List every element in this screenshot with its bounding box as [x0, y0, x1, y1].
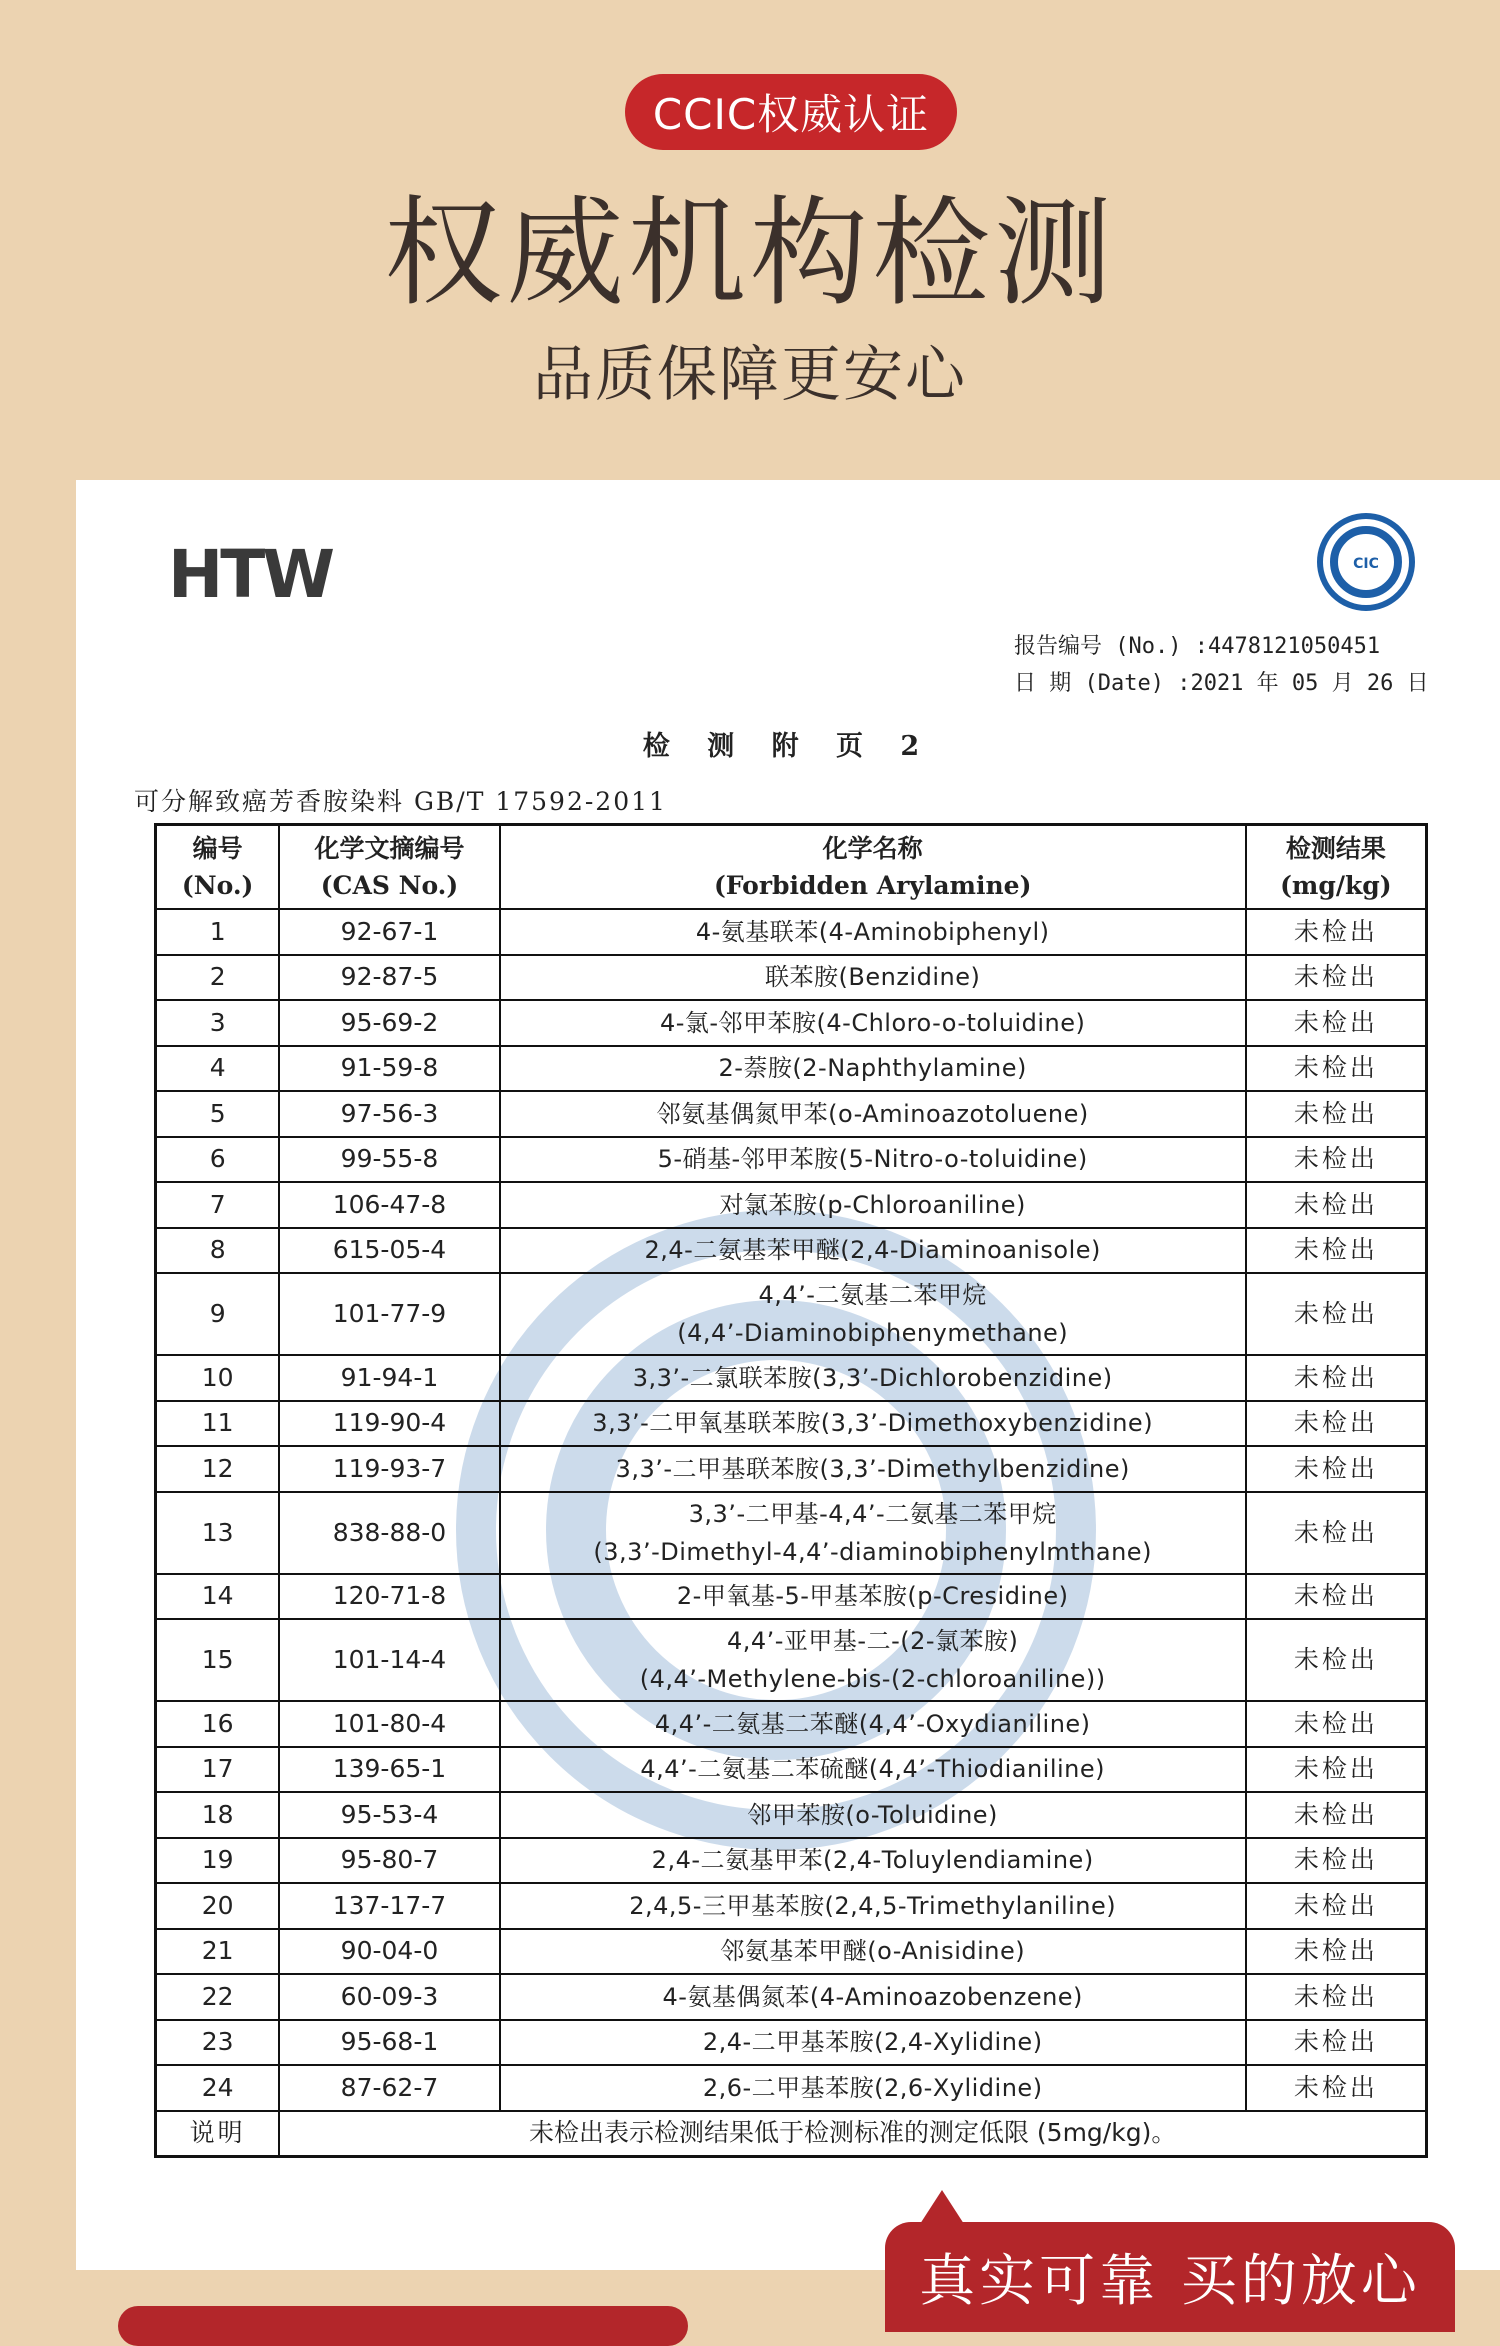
cell-chemical-name [500, 1747, 1246, 1793]
cell-cas: 92-87-5 [279, 955, 499, 1001]
cell-no: 18 [156, 1792, 280, 1838]
cell-chemical-name [500, 1401, 1246, 1447]
table-row [156, 2020, 1427, 2066]
cell-no: 17 [156, 1747, 280, 1793]
cell-no: 21 [156, 1929, 280, 1975]
chemical-name-cn: 4,4’-二氨基二苯硫醚(4,4’-Thiodianiline) [640, 1755, 1106, 1784]
cell-cas: 95-80-7 [279, 1838, 499, 1884]
cell-cas: 99-55-8 [279, 1137, 499, 1183]
chemical-name-cn: 邻甲苯胺(o-Toluidine) [747, 1800, 998, 1829]
cic-logo-text: CIC [1353, 556, 1379, 572]
cell-cas: 120-71-8 [279, 1574, 499, 1620]
cell-chemical-name [500, 1974, 1246, 2020]
cell-no: 3 [156, 1000, 280, 1046]
report-number: 报告编号 (No.) :4478121050451 [1014, 634, 1381, 659]
cell-result: 未检出 [1246, 2020, 1427, 2066]
cell-cas: 95-68-1 [279, 2020, 499, 2066]
chemical-name-cn: 邻氨基偶氮甲苯(o-Aminoazotoluene) [656, 1099, 1089, 1128]
table-note-row [156, 2111, 1427, 2157]
cell-no: 2 [156, 955, 280, 1001]
ccic-badge: CCIC权威认证 [625, 74, 957, 150]
cell-result: 未检出 [1246, 1974, 1427, 2020]
table-row [156, 1747, 1427, 1793]
cell-cas: 137-17-7 [279, 1883, 499, 1929]
header-cas: 化学文摘编号 (CAS No.) [279, 825, 499, 910]
chemical-name-cn: 2,4,5-三甲基苯胺(2,4,5-Trimethylaniline) [629, 1891, 1117, 1920]
cell-no: 9 [156, 1273, 280, 1355]
cell-chemical-name [500, 1137, 1246, 1183]
cell-result: 未检出 [1246, 1446, 1427, 1492]
chemical-name-en: (4,4’-Methylene-bis-(2-chloroaniline)) [639, 1665, 1106, 1693]
table-row [156, 1574, 1427, 1620]
table-row [156, 909, 1427, 955]
cell-cas: 106-47-8 [279, 1182, 499, 1228]
arylamine-results-table [154, 823, 1428, 2158]
note-label: 说明 [156, 2111, 280, 2157]
report-date: 日 期 (Date) :2021 年 05 月 26 日 [1014, 671, 1429, 696]
chemical-name-cn: 4,4’-亚甲基-二-(2-氯苯胺) [726, 1627, 1019, 1655]
table-row [156, 1974, 1427, 2020]
test-report-document [76, 480, 1500, 2270]
chemical-name-cn: 4-氯-邻甲苯胺(4-Chloro-o-toluidine) [659, 1008, 1086, 1037]
table-header-row [156, 825, 1427, 910]
cell-cas: 95-69-2 [279, 1000, 499, 1046]
table-row [156, 955, 1427, 1001]
cell-no: 11 [156, 1401, 280, 1447]
table-row [156, 1792, 1427, 1838]
cell-result: 未检出 [1246, 1747, 1427, 1793]
cell-result: 未检出 [1246, 909, 1427, 955]
table-row [156, 1046, 1427, 1092]
chemical-name-cn: 5-硝基-邻甲苯胺(5-Nitro-o-toluidine) [657, 1145, 1088, 1174]
cell-chemical-name [500, 2065, 1246, 2111]
cell-result: 未检出 [1246, 1182, 1427, 1228]
cell-chemical-name [500, 955, 1246, 1001]
banner-tip [920, 2190, 964, 2224]
cell-chemical-name [500, 1701, 1246, 1747]
cell-cas: 97-56-3 [279, 1091, 499, 1137]
cell-no: 22 [156, 1974, 280, 2020]
cell-result: 未检出 [1246, 1929, 1427, 1975]
chemical-name-cn: 4,4’-二氨基二苯甲烷 [758, 1281, 987, 1309]
page-headline: 权威机构检测 [383, 184, 1116, 322]
table-row [156, 1492, 1427, 1574]
cell-result: 未检出 [1246, 1046, 1427, 1092]
chemical-name-cn: 2,4-二甲基苯胺(2,4-Xylidine) [702, 2028, 1043, 2057]
cell-no: 13 [156, 1492, 280, 1574]
cell-chemical-name [500, 1929, 1246, 1975]
cell-no: 10 [156, 1355, 280, 1401]
cell-no: 8 [156, 1228, 280, 1274]
chemical-name-cn: 2,4-二氨基甲苯(2,4-Toluylendiamine) [651, 1846, 1094, 1875]
cell-chemical-name [500, 1446, 1246, 1492]
cell-cas: 91-94-1 [279, 1355, 499, 1401]
table-row [156, 1883, 1427, 1929]
cell-cas: 838-88-0 [279, 1492, 499, 1574]
cell-result: 未检出 [1246, 1492, 1427, 1574]
htw-logo: HTW [168, 536, 333, 613]
cell-cas: 92-67-1 [279, 909, 499, 955]
chemical-name-en: (3,3’-Dimethyl-4,4’-diaminobiphenylmthane) [593, 1537, 1152, 1566]
cell-chemical-name [500, 1619, 1246, 1701]
chemical-name-cn: 2-甲氧基-5-甲基苯胺(p-Cresidine) [676, 1582, 1069, 1611]
cell-result: 未检出 [1246, 1838, 1427, 1884]
table-row [156, 1273, 1427, 1355]
chemical-name-cn: 4-氨基偶氮苯(4-Aminoazobenzene) [662, 1982, 1083, 2011]
chemical-name-cn: 3,3’-二甲基联苯胺(3,3’-Dimethylbenzidine) [615, 1454, 1130, 1483]
cell-chemical-name [500, 1091, 1246, 1137]
cell-result: 未检出 [1246, 1883, 1427, 1929]
cell-no: 20 [156, 1883, 280, 1929]
header-no: 编号 (No.) [156, 825, 280, 910]
cell-chemical-name [500, 1838, 1246, 1884]
cell-chemical-name [500, 1492, 1246, 1574]
chemical-name-cn: 2,6-二甲基苯胺(2,6-Xylidine) [702, 2073, 1043, 2102]
cell-chemical-name [500, 1574, 1246, 1620]
table-row [156, 1446, 1427, 1492]
cell-no: 4 [156, 1046, 280, 1092]
chemical-name-cn: 联苯胺(Benzidine) [765, 963, 981, 992]
cell-no: 23 [156, 2020, 280, 2066]
cell-cas: 139-65-1 [279, 1747, 499, 1793]
chemical-name-cn: 4,4’-二氨基二苯醚(4,4’-Oxydianiline) [654, 1709, 1091, 1738]
cell-no: 6 [156, 1137, 280, 1183]
cell-chemical-name [500, 1000, 1246, 1046]
cell-cas: 101-77-9 [279, 1273, 499, 1355]
chemical-name-cn: 对氯苯胺(p-Chloroaniline) [719, 1190, 1026, 1219]
cell-result: 未检出 [1246, 1137, 1427, 1183]
cell-no: 24 [156, 2065, 280, 2111]
table-row [156, 1355, 1427, 1401]
cell-cas: 101-80-4 [279, 1701, 499, 1747]
cell-cas: 90-04-0 [279, 1929, 499, 1975]
cell-no: 14 [156, 1574, 280, 1620]
test-standard: 可分解致癌芳香胺染料 GB/T 17592-2011 [134, 787, 667, 816]
cell-cas: 95-53-4 [279, 1792, 499, 1838]
cell-chemical-name [500, 1228, 1246, 1274]
cell-result: 未检出 [1246, 2065, 1427, 2111]
table-row [156, 1182, 1427, 1228]
cell-cas: 87-62-7 [279, 2065, 499, 2111]
cell-no: 19 [156, 1838, 280, 1884]
chemical-name-cn: 3,3’-二甲氧基联苯胺(3,3’-Dimethoxybenzidine) [592, 1409, 1154, 1438]
cell-chemical-name [500, 1273, 1246, 1355]
cell-cas: 119-93-7 [279, 1446, 499, 1492]
cell-chemical-name [500, 1355, 1246, 1401]
header-chemical-name: 化学名称 (Forbidden Arylamine) [500, 825, 1246, 910]
cell-result: 未检出 [1246, 955, 1427, 1001]
cell-no: 7 [156, 1182, 280, 1228]
cell-cas: 615-05-4 [279, 1228, 499, 1274]
cic-certification-logo-icon [1316, 512, 1416, 612]
cell-result: 未检出 [1246, 1228, 1427, 1274]
cell-chemical-name [500, 1182, 1246, 1228]
table-row [156, 1137, 1427, 1183]
header-result: 检测结果 (mg/kg) [1246, 825, 1427, 910]
cell-no: 1 [156, 909, 280, 955]
cell-result: 未检出 [1246, 1273, 1427, 1355]
cell-result: 未检出 [1246, 1401, 1427, 1447]
cell-cas: 91-59-8 [279, 1046, 499, 1092]
table-row [156, 1838, 1427, 1884]
cell-result: 未检出 [1246, 1701, 1427, 1747]
cell-result: 未检出 [1246, 1000, 1427, 1046]
cell-no: 15 [156, 1619, 280, 1701]
cell-chemical-name [500, 1883, 1246, 1929]
chemical-name-cn: 3,3’-二甲基-4,4’-二氨基二苯甲烷 [688, 1499, 1057, 1528]
chemical-name-cn: 邻氨基苯甲醚(o-Anisidine) [720, 1937, 1026, 1966]
note-text: 未检出表示检测结果低于检测标准的测定低限 (5mg/kg)。 [279, 2111, 1426, 2157]
cell-chemical-name [500, 1792, 1246, 1838]
table-row [156, 1701, 1427, 1747]
slogan-banner: 真实可靠 买的放心 [885, 2222, 1455, 2332]
bottom-decoration [118, 2306, 688, 2346]
chemical-name-cn: 2,4-二氨基苯甲醚(2,4-Diaminoanisole) [644, 1236, 1101, 1265]
table-row [156, 1000, 1427, 1046]
cell-chemical-name [500, 909, 1246, 955]
cell-result: 未检出 [1246, 1355, 1427, 1401]
chemical-name-cn: 4-氨基联苯(4-Aminobiphenyl) [695, 917, 1050, 946]
cell-result: 未检出 [1246, 1619, 1427, 1701]
chemical-name-cn: 3,3’-二氯联苯胺(3,3’-Dichlorobenzidine) [632, 1363, 1113, 1392]
table-row [156, 2065, 1427, 2111]
cell-cas: 60-09-3 [279, 1974, 499, 2020]
cell-chemical-name [500, 2020, 1246, 2066]
cell-no: 12 [156, 1446, 280, 1492]
cell-cas: 119-90-4 [279, 1401, 499, 1447]
cell-no: 16 [156, 1701, 280, 1747]
chemical-name-cn: 2-萘胺(2-Naphthylamine) [718, 1054, 1027, 1083]
chemical-name-en: (4,4’-Diaminobiphenymethane) [677, 1319, 1069, 1347]
cell-cas: 101-14-4 [279, 1619, 499, 1701]
document-title: 检 测 附 页 2 [642, 731, 934, 762]
cell-result: 未检出 [1246, 1091, 1427, 1137]
table-row [156, 1228, 1427, 1274]
table-row [156, 1401, 1427, 1447]
cell-result: 未检出 [1246, 1792, 1427, 1838]
table-row [156, 1091, 1427, 1137]
cell-chemical-name [500, 1046, 1246, 1092]
page-subheadline: 品质保障更安心 [533, 340, 967, 410]
cell-no: 5 [156, 1091, 280, 1137]
report-info [1014, 628, 1429, 702]
table-row [156, 1619, 1427, 1701]
table-row [156, 1929, 1427, 1975]
cell-result: 未检出 [1246, 1574, 1427, 1620]
